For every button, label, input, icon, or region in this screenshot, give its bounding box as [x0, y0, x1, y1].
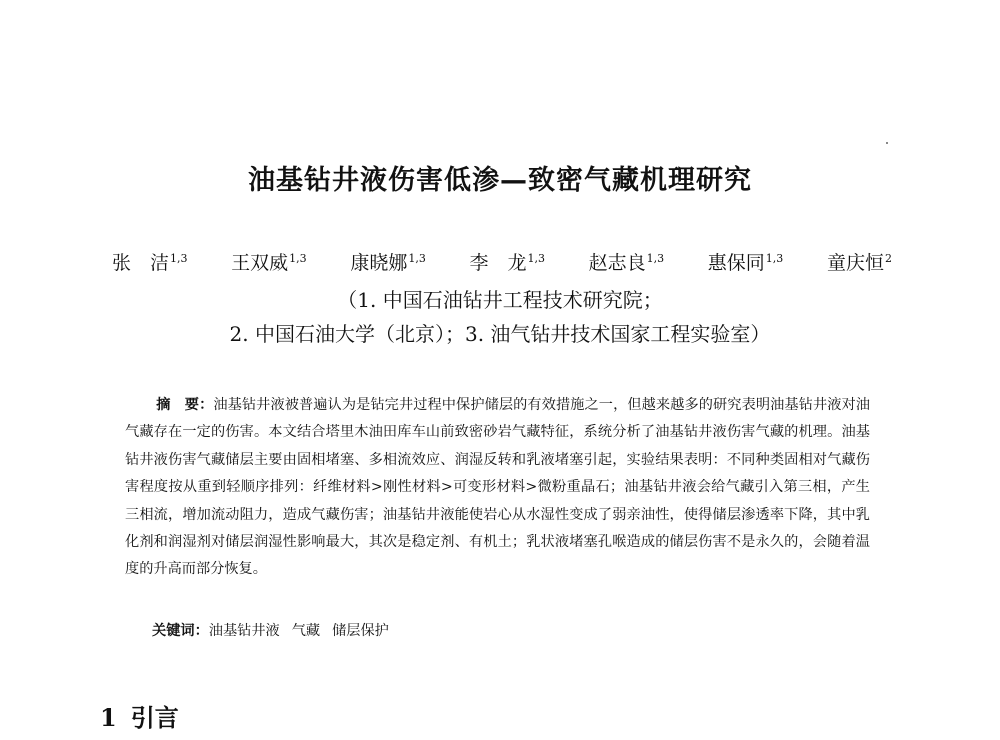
- author-name: 康晓娜: [350, 252, 408, 274]
- author-4: [469, 248, 545, 275]
- author-7: [827, 248, 892, 275]
- author-affil-sup: 1,3: [289, 252, 307, 265]
- paper-title: 油基钻井液伤害低渗—致密气藏机理研究: [248, 165, 752, 196]
- keywords: [152, 620, 401, 640]
- section-number: 1: [100, 703, 117, 732]
- keyword-item: 油基钻井液: [208, 623, 280, 639]
- author-1: [112, 248, 188, 275]
- author-affil-sup: 1,3: [765, 252, 784, 265]
- author-5: [589, 248, 665, 275]
- author-affil-sup: 1,3: [646, 252, 665, 265]
- author-name: 王双威: [231, 252, 289, 274]
- author-2: [231, 248, 307, 275]
- author-affil-sup: 1,3: [527, 252, 545, 265]
- author-affil-sup: 2: [884, 252, 892, 265]
- keywords-label: 关键词：: [152, 623, 209, 639]
- author-name: 赵志良: [588, 252, 646, 274]
- section-title: 引言: [130, 704, 179, 732]
- keyword-item: 气藏: [291, 623, 321, 639]
- author-name: 童庆恒: [826, 252, 884, 274]
- abstract-label: 摘 要：: [156, 397, 214, 413]
- abstract-text: 油基钻井液被普遍认为是钻完井过程中保护储层的有效措施之一，但越来越多的研究表明油基钻井液对油气藏存在一定的伤害。本文结合塔里木油田库车山前致密砂岩气藏特征，系统分析了油基钻井液伤害气藏的机理。油基钻井液伤害气藏储层主要由固相堵塞、多相流效应、润湿反转和乳液堵塞引起，实验结果表明：不同种类固相对气藏伤害程度按从重到轻顺序排列：纤维材料>刚性材料>可变形材料>微粉重晶石；油基钻井液会给气藏引入第三相，产生三相流，增加流动阻力，造成气藏伤害；油基钻井液能使岩心从水湿性变成了弱亲油性，使得储层渗透率下降，其中乳化剂和润湿剂对储层润湿性影响最大，其次是稳定剂、有机土；乳状液堵塞孔喉造成的储层伤害不是永久的，会随着温度的升高而部分恢复。: [125, 397, 870, 578]
- scan-speck: [886, 142, 888, 144]
- keyword-item: 储层保护: [332, 623, 389, 639]
- author-affil-sup: 1,3: [408, 252, 426, 265]
- author-3: [350, 248, 426, 275]
- abstract: [125, 392, 870, 584]
- section-heading: [100, 698, 179, 733]
- author-name: 李 龙: [469, 252, 527, 274]
- author-name: 惠保同: [707, 252, 765, 274]
- author-affil-sup: 1,3: [170, 252, 188, 265]
- author-list: [112, 248, 892, 275]
- author-name: 张 洁: [112, 252, 170, 274]
- affiliation-line-2: 2. 中国石油大学（北京）；3. 油气钻井技术国家工程实验室）: [229, 322, 771, 346]
- author-6: [708, 248, 784, 275]
- affiliation-line-1: （1. 中国石油钻井工程技术研究院；: [337, 288, 663, 312]
